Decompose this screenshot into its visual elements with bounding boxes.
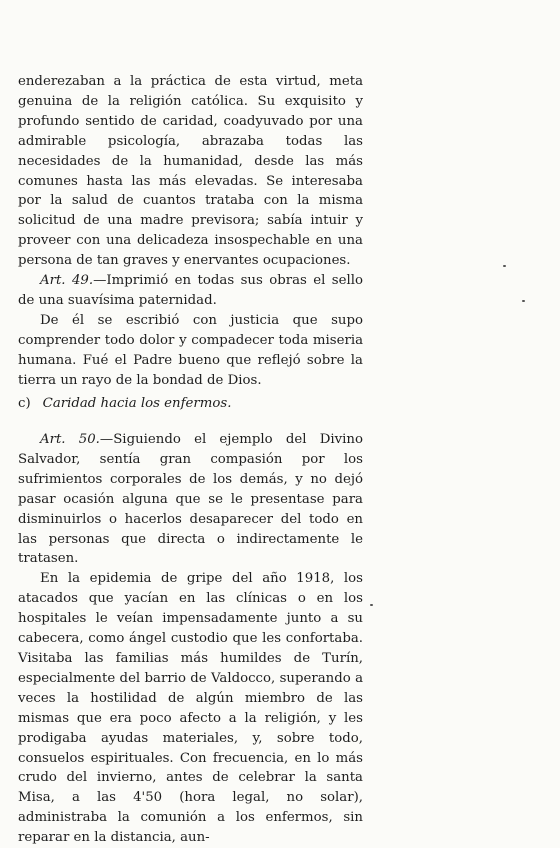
paragraph-text: —Siguiendo el ejemplo del Divino Salvador, sentía gran compasión por los sufrimientos corporales de los demás, y no dejó pasar ocasión alguna que se le presentase para disminuirlos o hacerlos desaparecer del todo en las personas que directa o indirectamente le tratasen. bbox=[18, 432, 363, 567]
section-heading bbox=[18, 394, 363, 414]
scan-speck bbox=[503, 265, 506, 267]
section-title: Caridad hacia los enfermos. bbox=[42, 396, 232, 411]
paragraph-text: enderezaban a la práctica de esta virtud, meta genuina de la religión católica. Su exquisito y profundo sentido de caridad, coadyuvado por una admirable psicología, abrazaba todas las necesidades de la humanidad, desde las más comunes hasta las más elevadas. Se interesaba por la salud de cuantos trataba con la misma solicitud de una madre previsora; sabía intuir y proveer con una delicadeza insospechable en una persona de tan graves y enervantes ocupaciones. bbox=[18, 74, 363, 269]
article-number: Art. 50. bbox=[40, 432, 100, 447]
text-block-bottom bbox=[18, 430, 363, 848]
paragraph-text: —Imprimió en todas sus obras el sello de una suavísima paternidad. bbox=[18, 273, 363, 308]
section-marker: c) bbox=[18, 396, 31, 411]
paragraph-text: De él se escribió con justicia que supo comprender todo dolor y compadecer toda miseria humana. Fué el Padre bueno que reflejó sobre la tierra un rayo de la bondad de Dios. bbox=[18, 312, 363, 388]
paragraph-text: En la epidemia de gripe del año 1918, los atacados que yacían en las clínicas o en los hospitales le veían impensadamente junto a su cabecera, como ángel custodio que les confortaba. Visitaba las familias más humildes de Turín, especialmente del barrio de Valdocco, superando a veces la hostilidad de algún miembro de las mismas que era poco afecto a la religión, y les prodigaba ayudas materiales, y, sobre todo, consuelos espirituales. Con frecuencia, en lo más crudo del invierno, antes de celebrar la santa Misa, a las 4'50 (hora legal, no solar), administraba la comunión a los enfermos, sin reparar en la distancia, aun- bbox=[18, 571, 363, 846]
paragraph-paternidad bbox=[18, 311, 363, 391]
paragraph-art-49 bbox=[18, 271, 363, 311]
text-block-top bbox=[18, 72, 363, 391]
scan-speck bbox=[370, 604, 373, 606]
paragraph-epidemia bbox=[18, 569, 363, 848]
paragraph-continuation bbox=[18, 72, 363, 271]
scan-speck bbox=[522, 300, 525, 302]
article-number: Art. 49. bbox=[40, 273, 94, 289]
paragraph-art-50 bbox=[18, 430, 363, 569]
